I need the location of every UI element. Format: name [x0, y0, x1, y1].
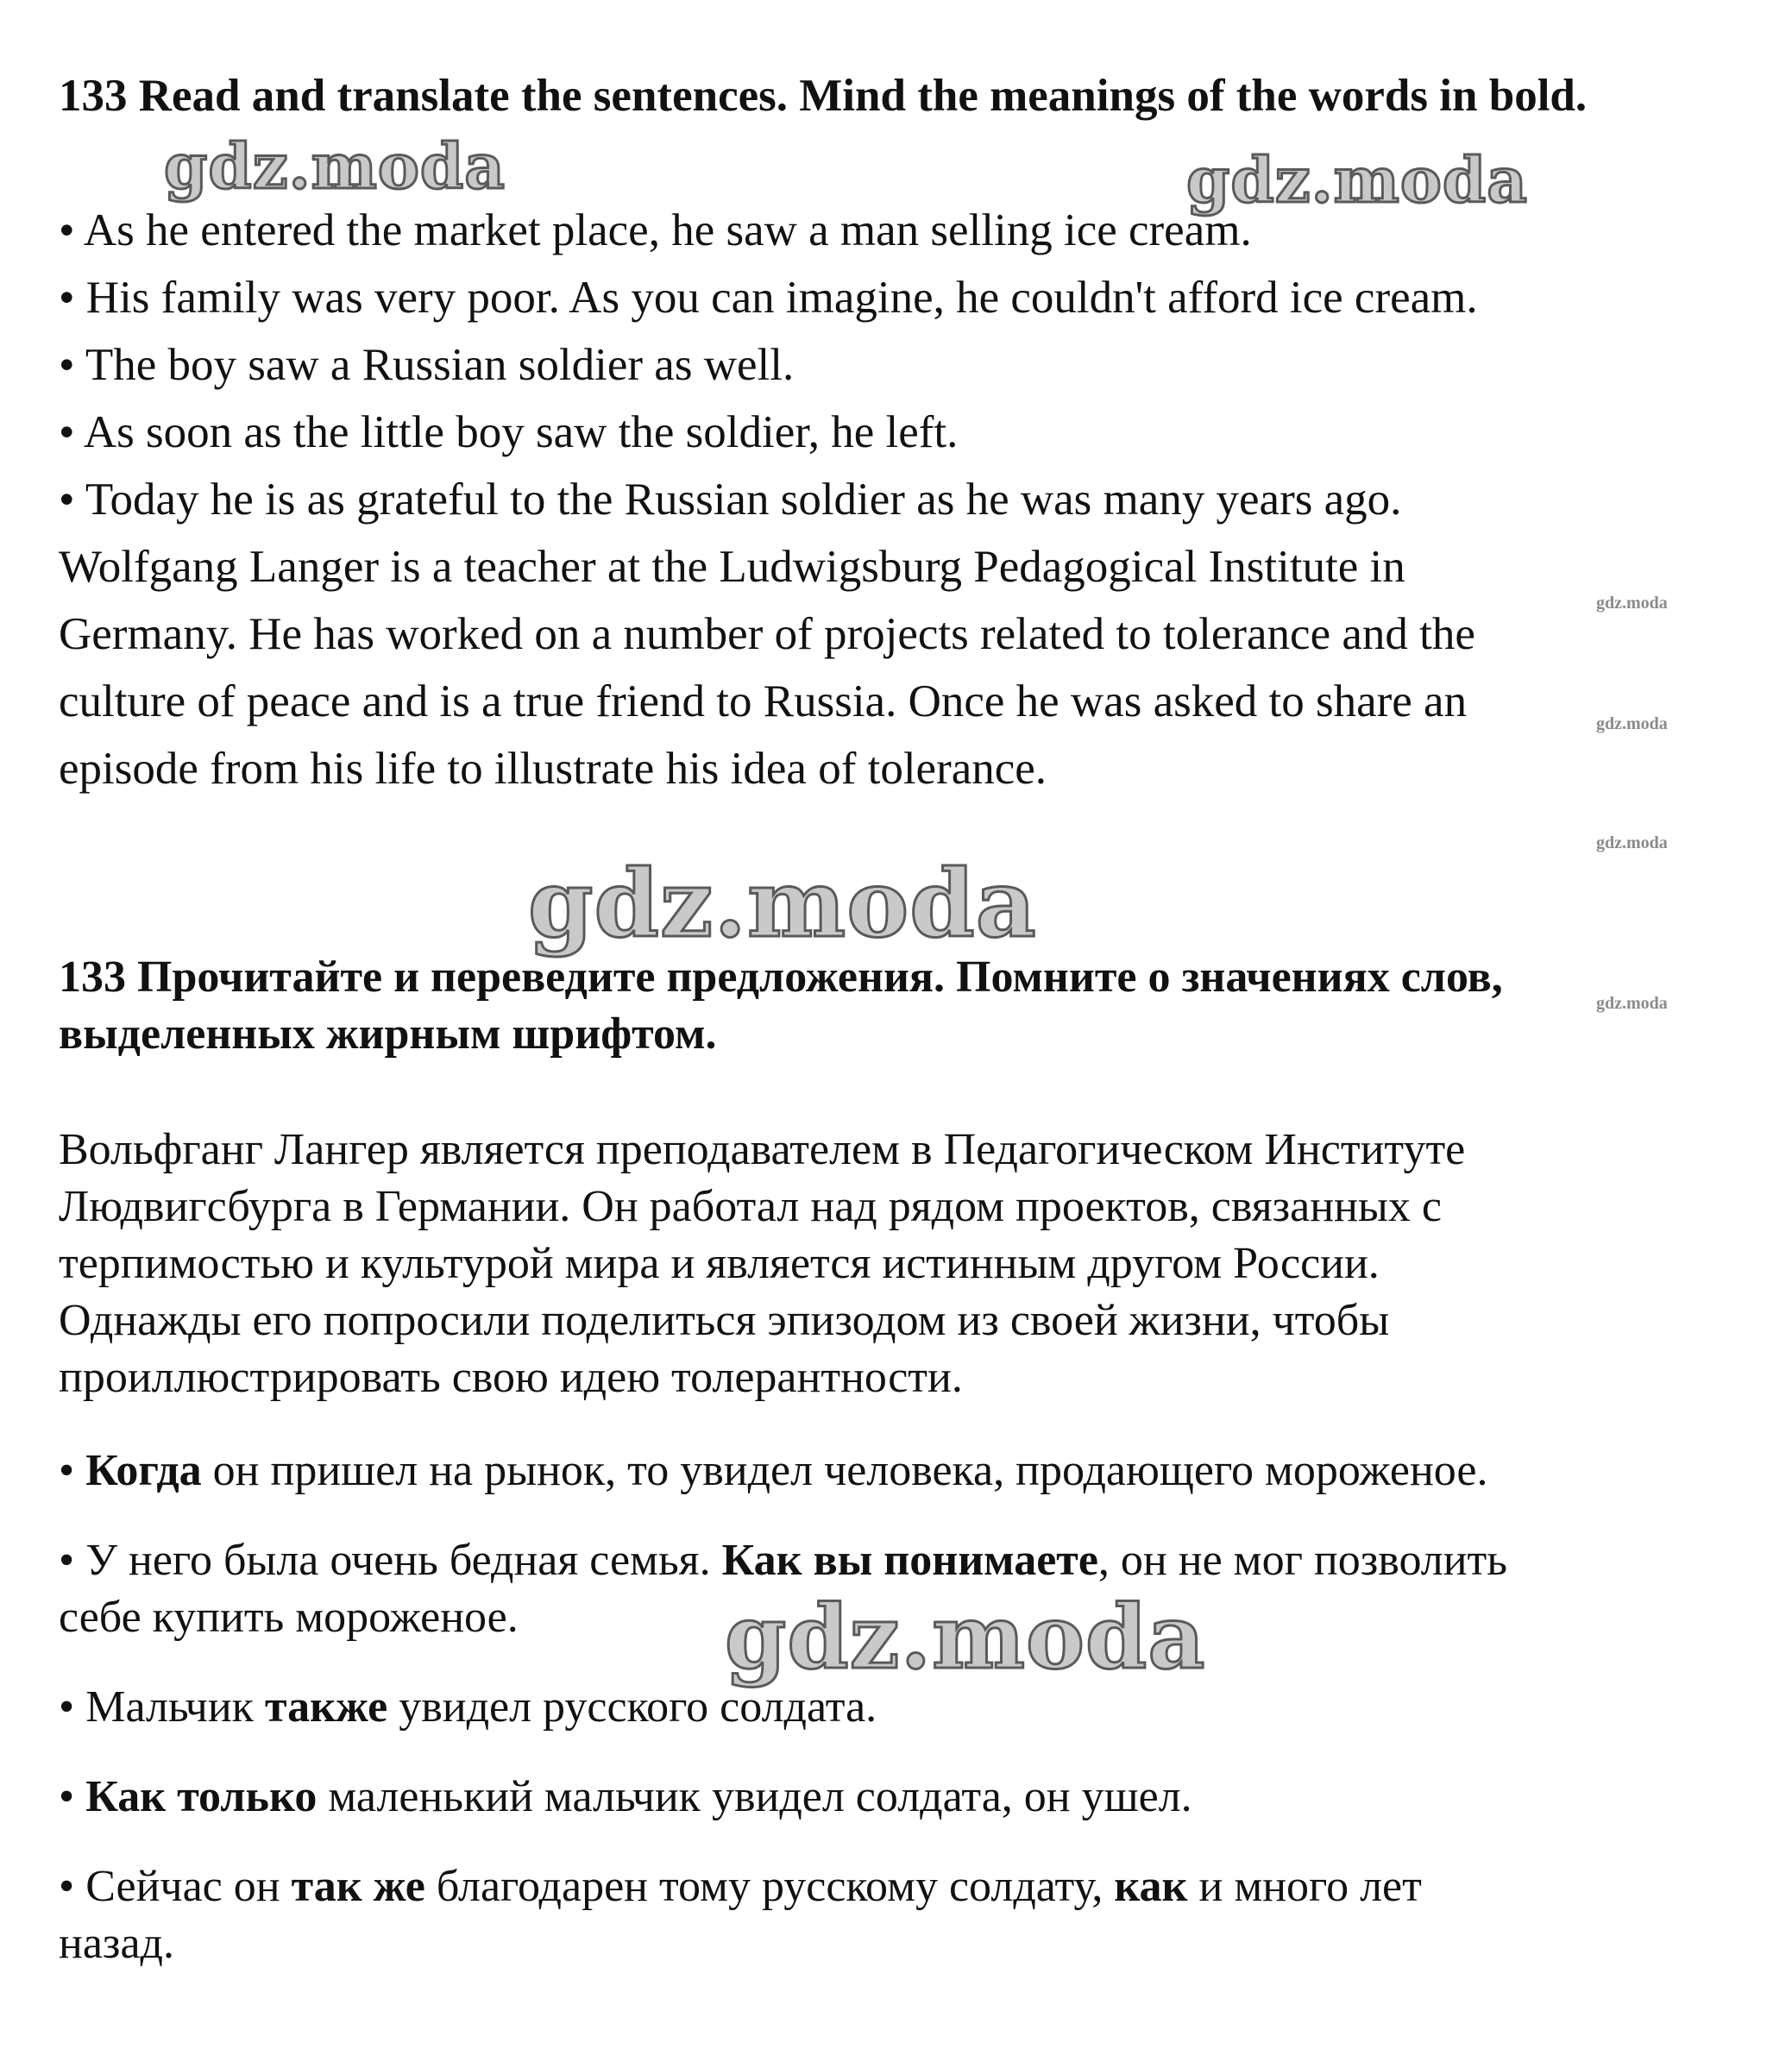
english-paragraph-line-3: culture of peace and is a true friend to Russia. Once he was asked to share an [59, 676, 1468, 726]
russian-bullet-2-line-2: себе купить мороженое. [59, 1593, 519, 1642]
english-bullet-1: • As he entered the market place, he saw a man selling ice cream. [59, 205, 1252, 255]
watermark-logo: gdz.moda [164, 129, 506, 203]
russian-bullet-4: • Как только маленький мальчик увидел солдата, он ушел. [59, 1772, 1192, 1821]
russian-paragraph-line-5: проиллюстрировать свою идею толерантности. [59, 1353, 963, 1402]
russian-heading-line-2: выделенных жирным шрифтом. [59, 1009, 717, 1059]
watermark-logo: gdz.moda [725, 1586, 1206, 1689]
english-bullet-5: • Today he is as grateful to the Russian soldier as he was many years ago. [59, 475, 1402, 525]
watermark-small: gdz.moda [1596, 994, 1668, 1013]
english-paragraph-line-2: Germany. He has worked on a number of projects related to tolerance and the [59, 609, 1475, 659]
russian-paragraph-line-2: Людвигсбурга в Германии. Он работал над рядом проектов, связанных с [59, 1182, 1442, 1231]
english-bullet-4: • As soon as the little boy saw the soldier, he left. [59, 407, 959, 457]
russian-paragraph-line-4: Однажды его попросили поделиться эпизодом из своей жизни, чтобы [59, 1296, 1390, 1345]
russian-bullet-3: • Мальчик также увидел русского солдата. [59, 1682, 877, 1732]
watermark-small: gdz.moda [1596, 594, 1668, 613]
russian-paragraph-line-1: Вольфганг Лангер является преподавателем в Педагогическом Институте [59, 1125, 1466, 1174]
russian-bullet-5: • Сейчас он так же благодарен тому русскому солдату, как и много лет [59, 1862, 1422, 1911]
watermark-small: gdz.moda [1596, 833, 1668, 852]
watermark-small: gdz.moda [1596, 714, 1668, 733]
english-bullet-3: • The boy saw a Russian soldier as well. [59, 340, 795, 390]
russian-heading-line-1: 133 Прочитайте и переведите предложения. Помните о значениях слов, [59, 952, 1503, 1002]
russian-bullet-1: • Когда он пришел на рынок, то увидел человека, продающего мороженое. [59, 1446, 1488, 1495]
russian-bullet-5-line-2: назад. [59, 1919, 174, 1968]
english-bullet-2: • His family was very poor. As you can imagine, he couldn't afford ice cream. [59, 273, 1478, 323]
english-heading: 133 Read and translate the sentences. Mind the meanings of the words in bold. [59, 71, 1588, 121]
russian-paragraph-line-3: терпимостью и культурой мира и является истинным другом России. [59, 1239, 1380, 1288]
russian-bullet-2: • У него была очень бедная семья. Как вы понимаете, он не мог позволить [59, 1536, 1507, 1585]
english-paragraph-line-1: Wolfgang Langer is a teacher at the Ludwigsburg Pedagogical Institute in [59, 542, 1405, 592]
english-paragraph-line-4: episode from his life to illustrate his idea of tolerance. [59, 744, 1047, 794]
watermark-logo: gdz.moda [1186, 143, 1528, 217]
watermark-logo: gdz.moda [528, 850, 1037, 959]
